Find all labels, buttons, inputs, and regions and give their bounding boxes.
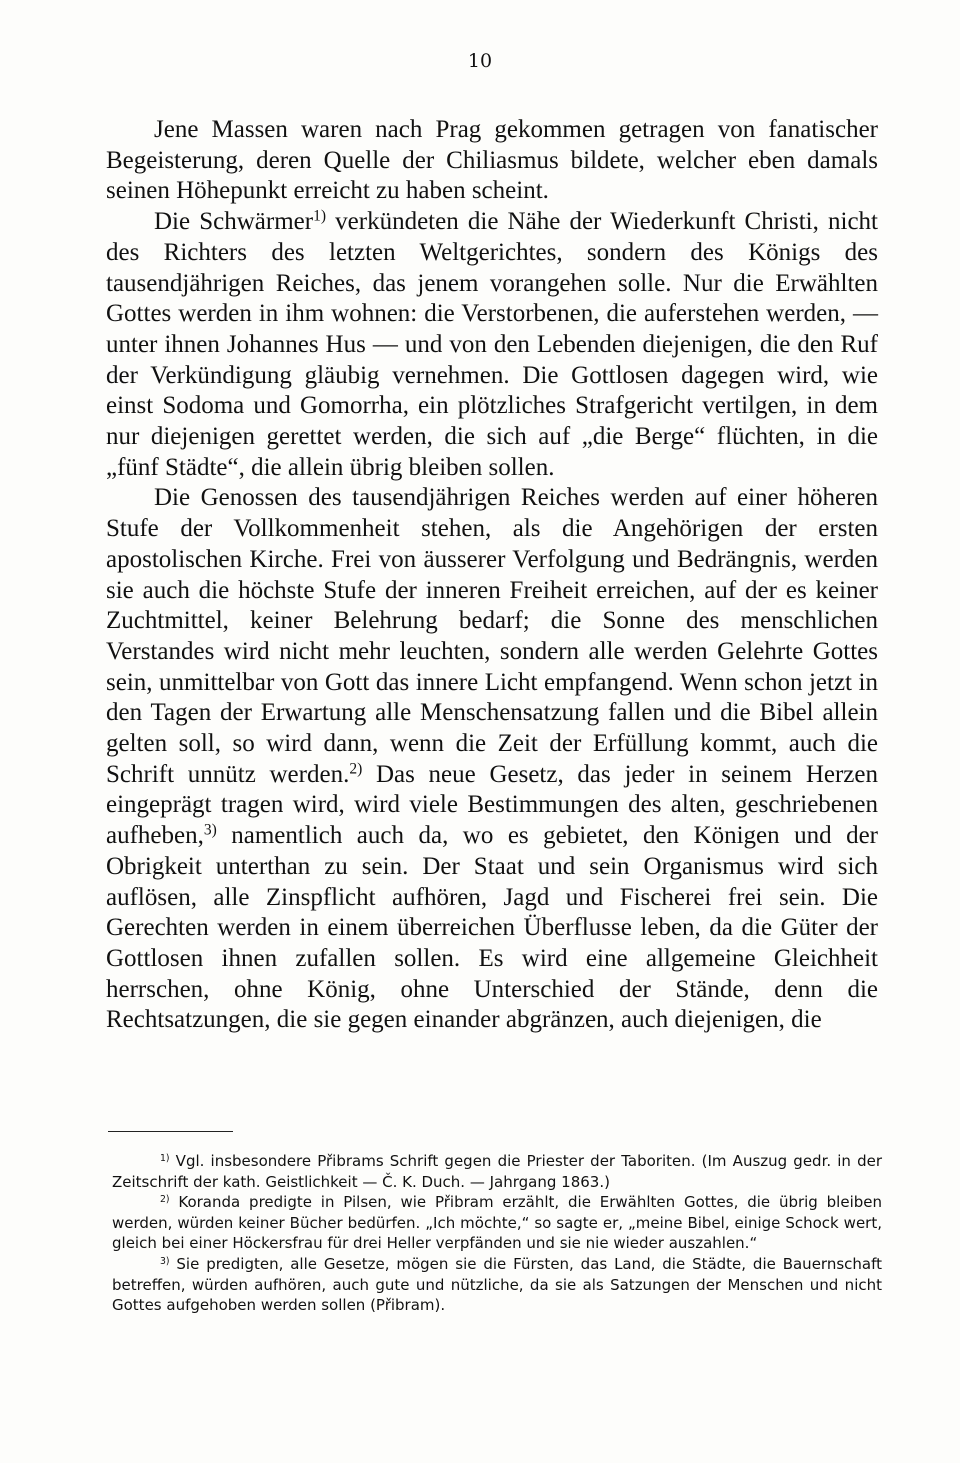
paragraph-2: [106, 207, 878, 483]
paragraph-3-part-c: namentlich auch da, wo es gebietet, den Königen und der Obrigkeit unterthan zu sein. Der Staat und sein Organismus wird sich auflösen, alle Zinspflicht aufhören, Jagd und Fischerei frei sein. Die Gerechten werden in einem überreichen Überflusse leben, da die Güter der Gottlosen ihnen zufallen sollen. Es wird eine allgemeine Gleichheit herrschen, ohne König, ohne Unterschied der Stände, denn die Rechtsatzungen, die sie gegen einander abgränzen, auch diejenigen, die: [106, 822, 878, 1034]
footnote-1-text: Vgl. insbesondere Přibrams Schrift gegen die Priester der Taboriten. (Im Auszug gedr. in der Zeitschrift der kath. Geistlichkeit — Č. K. Duch. — Jahrgang 1863.): [112, 1152, 882, 1191]
footnote-3-mark: 3): [160, 1255, 170, 1267]
paragraph-3-part-a: Die Genossen des tausendjährigen Reiches werden auf einer höheren Stufe der Vollkommenheit stehen, als die Angehörigen der ersten apostolischen Kirche. Frei von äusserer Verfolgung und Bedrängnis, werden sie auch die höchste Stufe der inneren Freiheit erreichen, auf der es keiner Zuchtmittel, keiner Belehrung bedarf; die Sonne des menschlichen Verstandes wird nicht mehr leuchten, sondern alle werden Gelehrte Gottes sein, unmittelbar von Gott das innere Licht empfangend. Wenn schon jetzt in den Tagen der Erwartung alle Menschensatzung fallen und die Bibel allein gelten soll, so wird dann, wenn die Zeit der Erfüllung kommt, auch die Schrift unnütz werden.: [106, 484, 878, 788]
footnote-2-text: Koranda predigte in Pilsen, wie Přibram erzählt, die Erwählten Gottes, die übrig bleiben werden, würden keiner Bücher bedürfen. „Ich möchte,“ so sagte er, „meine Bibel, einige Schock wert, gleich bei einer Höckersfrau für drei Heller verpfänden und sie nie wieder auszahlen.“: [112, 1193, 882, 1253]
paragraph-3-part-b: Das neue Gesetz, das jeder in seinem Herzen eingeprägt tragen wird, wird viele Bestimmungen des alten, geschriebenen aufheben,: [106, 760, 878, 850]
footnotes: [112, 1151, 882, 1316]
main-text: [106, 115, 878, 1036]
footnote-2: [112, 1192, 882, 1254]
footnote-3-text: Sie predigten, alle Gesetze, mögen sie die Fürsten, das Land, die Städte, die Bauernschaft betreffen, würden aufhören, auch gute und nützliche, da sie als Satzungen der Menschen und nicht Gottes aufgehoben werden sollen (Přibram).: [112, 1254, 882, 1315]
paragraph-1: Jene Massen waren nach Prag gekommen getragen von fanatischer Begeisterung, deren Quelle der Chiliasmus bildete, welcher eben damals seinen Höhepunkt erreicht zu haben scheint.: [106, 116, 878, 205]
paragraph-3: [106, 483, 878, 1036]
footnote-divider: [108, 1131, 233, 1132]
footnote-3: [112, 1254, 882, 1316]
footnote-ref-3: 3): [203, 821, 217, 839]
footnote-1: [112, 1151, 882, 1192]
footnote-ref-2: 2): [349, 760, 363, 778]
paragraph-2-rest: verkündeten die Nähe der Wiederkunft Christi, nicht des Richters des letzten Weltgerichtes, sondern des Königs des tausendjährigen Reiches, das jenem vorangehen solle. Nur die Erwählten Gottes werden in ihm wohnen: die Verstorbenen, die auferstehen werden, — unter ihnen Johannes Hus — und von den Lebenden diejenigen, die den Ruf der Verkündigung gläubig vernehmen. Die Gottlosen dagegen wird, wie einst Sodoma und Gomorrha, ein plötzliches Strafgericht vertilgen, in dem nur diejenigen gerettet werden, die sich auf „die Berge“ flüchten, in die „fünf Städte“, die allein übrig bleiben sollen.: [106, 208, 878, 481]
footnote-2-mark: 2): [160, 1194, 170, 1206]
footnote-ref-1: 1): [313, 207, 327, 225]
footnote-1-mark: 1): [160, 1152, 170, 1164]
page-number: 10: [467, 50, 493, 72]
paragraph-2-start: Die Schwärmer: [154, 208, 314, 236]
